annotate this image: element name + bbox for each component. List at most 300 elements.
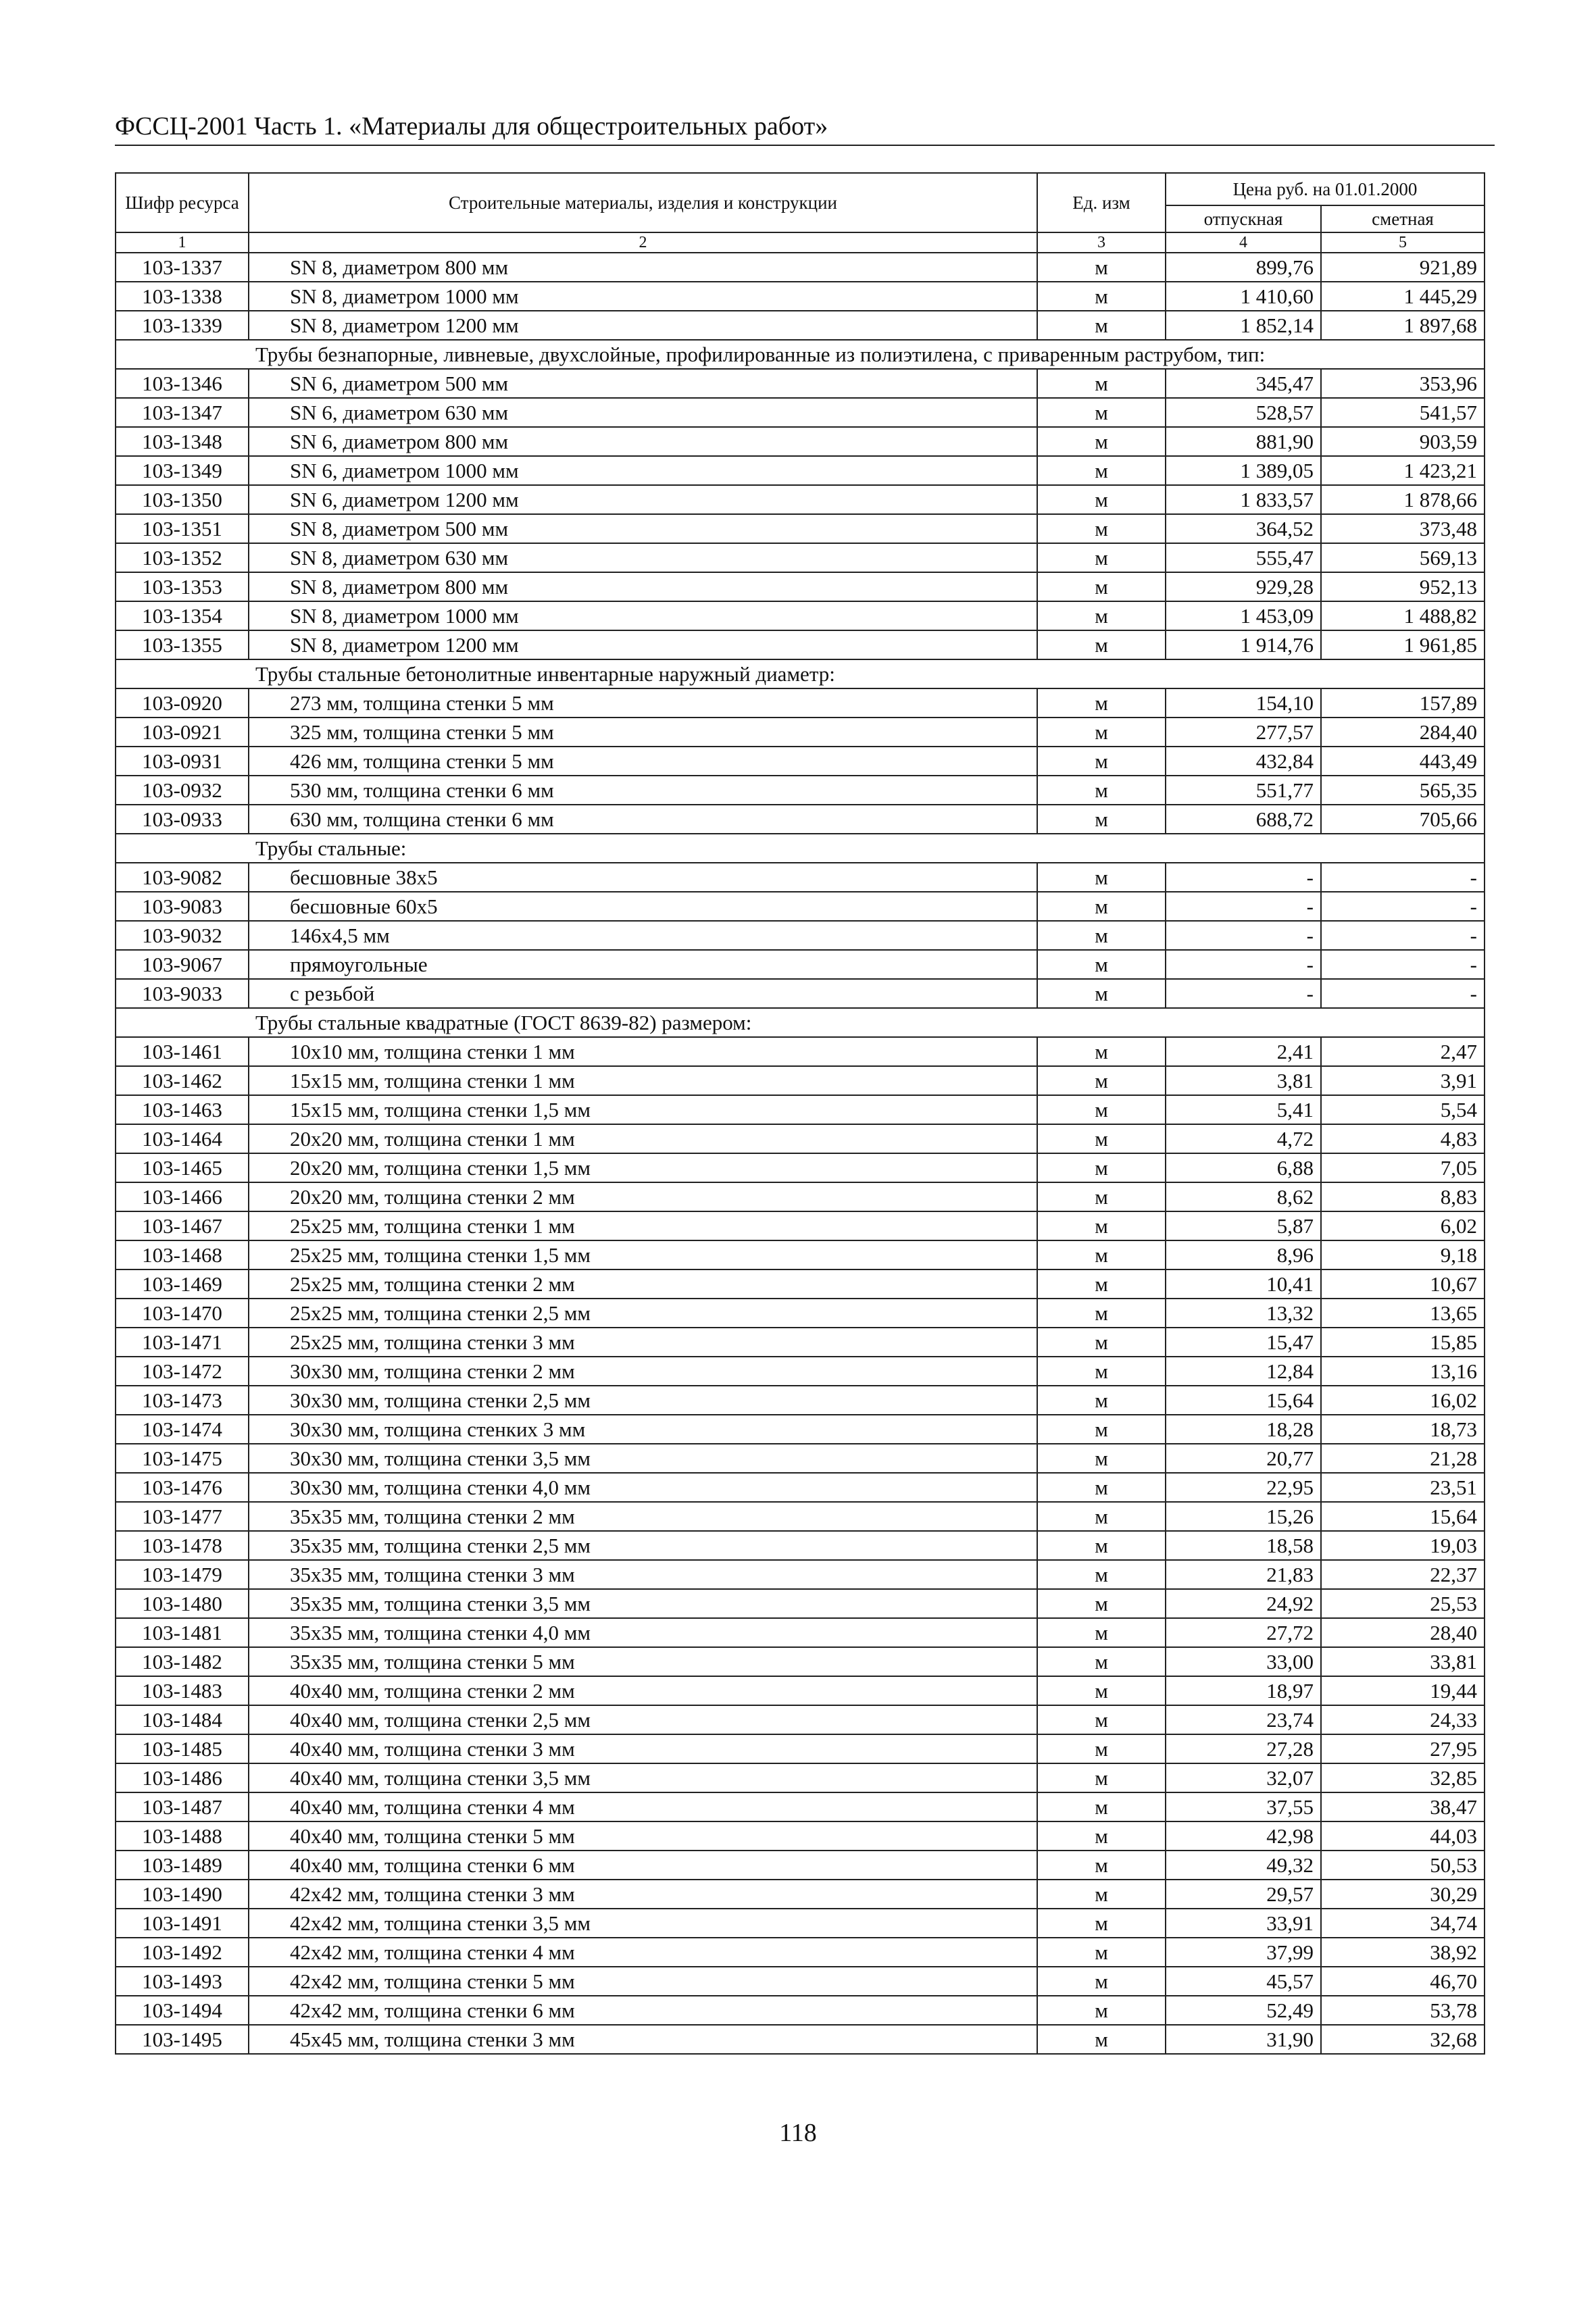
table-row [116,1182,1485,1211]
table-row [116,514,1485,543]
table-row [116,1328,1485,1357]
table-row [116,1967,1485,1996]
section-row [116,834,1485,863]
table-row [116,1996,1485,2025]
release-price-cell: 42,98 [1166,1821,1321,1851]
table-row [116,1502,1485,1531]
unit-cell: м [1037,1299,1166,1328]
col-number: 3 [1037,232,1166,253]
material-name-cell: 42х42 мм, толщина стенки 3 мм [249,1880,1037,1909]
estimate-price-cell: 24,33 [1321,1705,1485,1734]
resource-code-cell: 103-9033 [116,979,249,1008]
table-row [116,572,1485,601]
estimate-price-cell: 6,02 [1321,1211,1485,1240]
estimate-price-cell: 9,18 [1321,1240,1485,1269]
material-name-cell: 42х42 мм, толщина стенки 6 мм [249,1996,1037,2025]
release-price-cell: 24,92 [1166,1589,1321,1618]
unit-cell: м [1037,398,1166,427]
material-name-cell: SN 8, диаметром 800 мм [249,253,1037,282]
release-price-cell: 1 833,57 [1166,485,1321,514]
material-name-cell: 40х40 мм, толщина стенки 4 мм [249,1792,1037,1821]
resource-code-cell: 103-1461 [116,1037,249,1066]
table-row [116,601,1485,630]
estimate-price-cell: 27,95 [1321,1734,1485,1763]
unit-cell: м [1037,1357,1166,1386]
estimate-price-cell: 921,89 [1321,253,1485,282]
resource-code-cell: 103-1475 [116,1444,249,1473]
estimate-price-cell: 33,81 [1321,1647,1485,1676]
resource-code-cell: 103-1495 [116,2025,249,2054]
unit-cell: м [1037,863,1166,892]
resource-code-cell: 103-1467 [116,1211,249,1240]
unit-cell: м [1037,950,1166,979]
material-name-cell: 40х40 мм, толщина стенки 3 мм [249,1734,1037,1763]
estimate-price-cell: - [1321,950,1485,979]
section-title: Трубы безнапорные, ливневые, двухслойные, профилированные из полиэтилена, с приваренным раструбом, тип: [116,340,1485,369]
table-row [116,1269,1485,1299]
unit-cell: м [1037,1240,1166,1269]
unit-cell: м [1037,514,1166,543]
estimate-price-cell: 10,67 [1321,1269,1485,1299]
table-row [116,950,1485,979]
material-name-cell: 630 мм, толщина стенки 6 мм [249,805,1037,834]
unit-cell: м [1037,311,1166,340]
col-header-unit: Ед. изм [1037,173,1166,232]
estimate-price-cell: 44,03 [1321,1821,1485,1851]
release-price-cell: - [1166,979,1321,1008]
estimate-price-cell: 5,54 [1321,1095,1485,1124]
section-title: Трубы стальные квадратные (ГОСТ 8639-82) размером: [116,1008,1485,1037]
release-price-cell: - [1166,863,1321,892]
material-name-cell: 30х30 мм, толщина стенких 3 мм [249,1415,1037,1444]
unit-cell: м [1037,747,1166,776]
unit-cell: м [1037,805,1166,834]
release-price-cell: 5,87 [1166,1211,1321,1240]
resource-code-cell: 103-1473 [116,1386,249,1415]
unit-cell: м [1037,688,1166,718]
resource-code-cell: 103-1477 [116,1502,249,1531]
section-title: Трубы стальные: [116,834,1485,863]
table-row [116,1763,1485,1792]
resource-code-cell: 103-0932 [116,776,249,805]
unit-cell: м [1037,543,1166,572]
running-header: ФССЦ-2001 Часть 1. «Материалы для общестроительных работ» [115,111,1495,146]
material-name-cell: 40х40 мм, толщина стенки 2,5 мм [249,1705,1037,1734]
col-header-code: Шифр ресурса [116,173,249,232]
unit-cell: м [1037,1473,1166,1502]
unit-cell: м [1037,1211,1166,1240]
release-price-cell: 929,28 [1166,572,1321,601]
unit-cell: м [1037,1851,1166,1880]
release-price-cell: 18,28 [1166,1415,1321,1444]
estimate-price-cell: 25,53 [1321,1589,1485,1618]
release-price-cell: 21,83 [1166,1560,1321,1589]
table-row [116,776,1485,805]
material-name-cell: бесшовные 38х5 [249,863,1037,892]
unit-cell: м [1037,572,1166,601]
estimate-price-cell: 23,51 [1321,1473,1485,1502]
resource-code-cell: 103-1480 [116,1589,249,1618]
estimate-price-cell: 1 897,68 [1321,311,1485,340]
release-price-cell: 12,84 [1166,1357,1321,1386]
estimate-price-cell: 284,40 [1321,718,1485,747]
resource-code-cell: 103-1348 [116,427,249,456]
resource-code-cell: 103-1494 [116,1996,249,2025]
table-row [116,747,1485,776]
resource-code-cell: 103-1491 [116,1909,249,1938]
release-price-cell: 10,41 [1166,1269,1321,1299]
estimate-price-cell: 1 961,85 [1321,630,1485,659]
release-price-cell: 32,07 [1166,1763,1321,1792]
release-price-cell: - [1166,921,1321,950]
table-row [116,630,1485,659]
table-row [116,1618,1485,1647]
material-name-cell: прямоугольные [249,950,1037,979]
release-price-cell: 154,10 [1166,688,1321,718]
table-row [116,921,1485,950]
release-price-cell: 15,64 [1166,1386,1321,1415]
material-name-cell: SN 8, диаметром 1000 мм [249,282,1037,311]
estimate-price-cell: 21,28 [1321,1444,1485,1473]
release-price-cell: 4,72 [1166,1124,1321,1153]
resource-code-cell: 103-1464 [116,1124,249,1153]
table-row [116,718,1485,747]
table-row [116,979,1485,1008]
unit-cell: м [1037,921,1166,950]
material-name-cell: SN 8, диаметром 1000 мм [249,601,1037,630]
estimate-price-cell: 353,96 [1321,369,1485,398]
resource-code-cell: 103-1486 [116,1763,249,1792]
table-row [116,1240,1485,1269]
release-price-cell: 23,74 [1166,1705,1321,1734]
table-row [116,1066,1485,1095]
unit-cell: м [1037,2025,1166,2054]
release-price-cell: 5,41 [1166,1095,1321,1124]
release-price-cell: 15,47 [1166,1328,1321,1357]
estimate-price-cell: 53,78 [1321,1996,1485,2025]
material-name-cell: 25х25 мм, толщина стенки 1 мм [249,1211,1037,1240]
table-row [116,1851,1485,1880]
price-table [115,172,1485,2055]
estimate-price-cell: 373,48 [1321,514,1485,543]
estimate-price-cell: 34,74 [1321,1909,1485,1938]
release-price-cell: - [1166,950,1321,979]
material-name-cell: 426 мм, толщина стенки 5 мм [249,747,1037,776]
col-number: 2 [249,232,1037,253]
resource-code-cell: 103-1489 [116,1851,249,1880]
material-name-cell: с резьбой [249,979,1037,1008]
resource-code-cell: 103-1488 [116,1821,249,1851]
col-header-name: Строительные материалы, изделия и конструкции [249,173,1037,232]
resource-code-cell: 103-0920 [116,688,249,718]
resource-code-cell: 103-1471 [116,1328,249,1357]
material-name-cell: 10х10 мм, толщина стенки 1 мм [249,1037,1037,1066]
unit-cell: м [1037,1386,1166,1415]
table-row [116,1880,1485,1909]
unit-cell: м [1037,282,1166,311]
material-name-cell: 42х42 мм, толщина стенки 3,5 мм [249,1909,1037,1938]
release-price-cell: 1 453,09 [1166,601,1321,630]
table-row [116,1560,1485,1589]
unit-cell: м [1037,1996,1166,2025]
unit-cell: м [1037,253,1166,282]
unit-cell: м [1037,601,1166,630]
release-price-cell: 13,32 [1166,1299,1321,1328]
unit-cell: м [1037,1531,1166,1560]
release-price-cell: 22,95 [1166,1473,1321,1502]
unit-cell: м [1037,1647,1166,1676]
table-row [116,863,1485,892]
resource-code-cell: 103-1347 [116,398,249,427]
material-name-cell: 15х15 мм, толщина стенки 1 мм [249,1066,1037,1095]
table-row [116,1589,1485,1618]
resource-code-cell: 103-1490 [116,1880,249,1909]
material-name-cell: 25х25 мм, толщина стенки 1,5 мм [249,1240,1037,1269]
estimate-price-cell: 30,29 [1321,1880,1485,1909]
material-name-cell: SN 6, диаметром 1200 мм [249,485,1037,514]
unit-cell: м [1037,1037,1166,1066]
estimate-price-cell: 28,40 [1321,1618,1485,1647]
estimate-price-cell: - [1321,921,1485,950]
unit-cell: м [1037,1269,1166,1299]
table-row [116,1821,1485,1851]
release-price-cell: 551,77 [1166,776,1321,805]
material-name-cell: SN 6, диаметром 630 мм [249,398,1037,427]
material-name-cell: 530 мм, толщина стенки 6 мм [249,776,1037,805]
col-number: 4 [1166,232,1321,253]
resource-code-cell: 103-1493 [116,1967,249,1996]
table-row [116,369,1485,398]
material-name-cell: SN 6, диаметром 500 мм [249,369,1037,398]
table-row [116,1415,1485,1444]
release-price-cell: 432,84 [1166,747,1321,776]
unit-cell: м [1037,1618,1166,1647]
resource-code-cell: 103-1470 [116,1299,249,1328]
resource-code-cell: 103-1474 [116,1415,249,1444]
resource-code-cell: 103-1351 [116,514,249,543]
unit-cell: м [1037,776,1166,805]
estimate-price-cell: 19,03 [1321,1531,1485,1560]
release-price-cell: 49,32 [1166,1851,1321,1880]
unit-cell: м [1037,1182,1166,1211]
estimate-price-cell: 19,44 [1321,1676,1485,1705]
table-row [116,1473,1485,1502]
material-name-cell: 273 мм, толщина стенки 5 мм [249,688,1037,718]
material-name-cell: 40х40 мм, толщина стенки 5 мм [249,1821,1037,1851]
table-row [116,1792,1485,1821]
resource-code-cell: 103-1349 [116,456,249,485]
material-name-cell: 25х25 мм, толщина стенки 3 мм [249,1328,1037,1357]
release-price-cell: 33,91 [1166,1909,1321,1938]
estimate-price-cell: 16,02 [1321,1386,1485,1415]
unit-cell: м [1037,1328,1166,1357]
table-row [116,2025,1485,2054]
resource-code-cell: 103-1353 [116,572,249,601]
resource-code-cell: 103-1484 [116,1705,249,1734]
table-row [116,1734,1485,1763]
unit-cell: м [1037,1560,1166,1589]
table-row [116,282,1485,311]
section-title: Трубы стальные бетонолитные инвентарные наружный диаметр: [116,659,1485,688]
release-price-cell: 2,41 [1166,1037,1321,1066]
unit-cell: м [1037,1734,1166,1763]
material-name-cell: 20х20 мм, толщина стенки 2 мм [249,1182,1037,1211]
unit-cell: м [1037,1124,1166,1153]
estimate-price-cell: 952,13 [1321,572,1485,601]
material-name-cell: 42х42 мм, толщина стенки 5 мм [249,1967,1037,1996]
resource-code-cell: 103-0931 [116,747,249,776]
estimate-price-cell: 4,83 [1321,1124,1485,1153]
release-price-cell: 1 410,60 [1166,282,1321,311]
material-name-cell: 35х35 мм, толщина стенки 3,5 мм [249,1589,1037,1618]
release-price-cell: 37,55 [1166,1792,1321,1821]
estimate-price-cell: 541,57 [1321,398,1485,427]
estimate-price-cell: 46,70 [1321,1967,1485,1996]
unit-cell: м [1037,1792,1166,1821]
section-row [116,1008,1485,1037]
estimate-price-cell: 1 488,82 [1321,601,1485,630]
unit-cell: м [1037,485,1166,514]
unit-cell: м [1037,1444,1166,1473]
resource-code-cell: 103-1469 [116,1269,249,1299]
release-price-cell: 881,90 [1166,427,1321,456]
table-row [116,1705,1485,1734]
unit-cell: м [1037,1066,1166,1095]
release-price-cell: 528,57 [1166,398,1321,427]
unit-cell: м [1037,630,1166,659]
resource-code-cell: 103-9083 [116,892,249,921]
estimate-price-cell: - [1321,863,1485,892]
estimate-price-cell: 38,47 [1321,1792,1485,1821]
table-row [116,1095,1485,1124]
table-row [116,427,1485,456]
estimate-price-cell: 2,47 [1321,1037,1485,1066]
release-price-cell: 6,88 [1166,1153,1321,1182]
section-row [116,659,1485,688]
unit-cell: м [1037,892,1166,921]
table-row [116,1531,1485,1560]
estimate-price-cell: 15,64 [1321,1502,1485,1531]
estimate-price-cell: 705,66 [1321,805,1485,834]
resource-code-cell: 103-1339 [116,311,249,340]
material-name-cell: 15х15 мм, толщина стенки 1,5 мм [249,1095,1037,1124]
unit-cell: м [1037,1153,1166,1182]
release-price-cell: 29,57 [1166,1880,1321,1909]
resource-code-cell: 103-1466 [116,1182,249,1211]
resource-code-cell: 103-1482 [116,1647,249,1676]
material-name-cell: 40х40 мм, толщина стенки 3,5 мм [249,1763,1037,1792]
material-name-cell: 45х45 мм, толщина стенки 3 мм [249,2025,1037,2054]
material-name-cell: SN 8, диаметром 630 мм [249,543,1037,572]
unit-cell: м [1037,369,1166,398]
unit-cell: м [1037,1821,1166,1851]
unit-cell: м [1037,1705,1166,1734]
release-price-cell: 27,28 [1166,1734,1321,1763]
table-row [116,688,1485,718]
material-name-cell: SN 8, диаметром 1200 мм [249,630,1037,659]
table-body [116,253,1485,2054]
table-row [116,485,1485,514]
unit-cell: м [1037,718,1166,747]
resource-code-cell: 103-1352 [116,543,249,572]
col-number: 1 [116,232,249,253]
material-name-cell: 325 мм, толщина стенки 5 мм [249,718,1037,747]
resource-code-cell: 103-1478 [116,1531,249,1560]
release-price-cell: 899,76 [1166,253,1321,282]
resource-code-cell: 103-1468 [116,1240,249,1269]
resource-code-cell: 103-1350 [116,485,249,514]
release-price-cell: 1 914,76 [1166,630,1321,659]
resource-code-cell: 103-1463 [116,1095,249,1124]
resource-code-cell: 103-1462 [116,1066,249,1095]
table-row [116,253,1485,282]
unit-cell: м [1037,456,1166,485]
estimate-price-cell: 15,85 [1321,1328,1485,1357]
release-price-cell: 277,57 [1166,718,1321,747]
estimate-price-cell: 1 423,21 [1321,456,1485,485]
table-row [116,1211,1485,1240]
material-name-cell: SN 8, диаметром 500 мм [249,514,1037,543]
col-header-price-release: отпускная [1166,205,1321,232]
table-row [116,1909,1485,1938]
resource-code-cell: 103-1485 [116,1734,249,1763]
estimate-price-cell: 903,59 [1321,427,1485,456]
material-name-cell: 20х20 мм, толщина стенки 1 мм [249,1124,1037,1153]
material-name-cell: 35х35 мм, толщина стенки 2,5 мм [249,1531,1037,1560]
material-name-cell: SN 6, диаметром 800 мм [249,427,1037,456]
release-price-cell: 52,49 [1166,1996,1321,2025]
release-price-cell: 18,97 [1166,1676,1321,1705]
resource-code-cell: 103-1487 [116,1792,249,1821]
release-price-cell: 31,90 [1166,2025,1321,2054]
resource-code-cell: 103-9082 [116,863,249,892]
estimate-price-cell: 8,83 [1321,1182,1485,1211]
table-row [116,456,1485,485]
page-number: 118 [779,2119,817,2147]
estimate-price-cell: - [1321,892,1485,921]
release-price-cell: 3,81 [1166,1066,1321,1095]
material-name-cell: бесшовные 60х5 [249,892,1037,921]
material-name-cell: SN 8, диаметром 1200 мм [249,311,1037,340]
unit-cell: м [1037,1589,1166,1618]
resource-code-cell: 103-1481 [116,1618,249,1647]
resource-code-cell: 103-1483 [116,1676,249,1705]
estimate-price-cell: 1 445,29 [1321,282,1485,311]
material-name-cell: 25х25 мм, толщина стенки 2,5 мм [249,1299,1037,1328]
resource-code-cell: 103-1492 [116,1938,249,1967]
unit-cell: м [1037,1415,1166,1444]
release-price-cell: 345,47 [1166,369,1321,398]
table-row [116,1444,1485,1473]
release-price-cell: 20,77 [1166,1444,1321,1473]
estimate-price-cell: 32,85 [1321,1763,1485,1792]
release-price-cell: 45,57 [1166,1967,1321,1996]
release-price-cell: 18,58 [1166,1531,1321,1560]
col-number: 5 [1321,232,1485,253]
material-name-cell: 35х35 мм, толщина стенки 2 мм [249,1502,1037,1531]
table-row [116,398,1485,427]
resource-code-cell: 103-1472 [116,1357,249,1386]
unit-cell: м [1037,427,1166,456]
resource-code-cell: 103-1465 [116,1153,249,1182]
release-price-cell: 555,47 [1166,543,1321,572]
material-name-cell: 35х35 мм, толщина стенки 4,0 мм [249,1618,1037,1647]
material-name-cell: 42х42 мм, толщина стенки 4 мм [249,1938,1037,1967]
release-price-cell: - [1166,892,1321,921]
resource-code-cell: 103-1338 [116,282,249,311]
material-name-cell: SN 6, диаметром 1000 мм [249,456,1037,485]
table-row [116,1647,1485,1676]
